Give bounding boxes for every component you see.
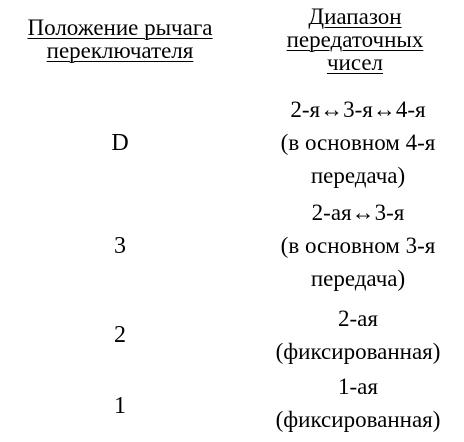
range-line-2: (фиксированная) — [275, 339, 441, 364]
range-line-2: (в основном 4-я — [280, 130, 436, 155]
position-value: D — [111, 130, 129, 156]
header-position-column — [0, 16, 240, 62]
header-position-line-1: Положение рычага — [27, 15, 213, 40]
table-row-3 — [0, 196, 464, 296]
range-line-3: передача) — [310, 163, 406, 188]
range-line-3: передача) — [310, 266, 406, 291]
header-range-line-1: Диапазон — [308, 4, 402, 29]
header-range-column — [246, 5, 464, 74]
range-line-1: 2-ая↔3-я — [311, 200, 405, 225]
range-line-2: (в основном 3-я — [280, 233, 436, 258]
header-range-line-2: передаточных — [286, 27, 424, 52]
table-row-2 — [0, 302, 464, 368]
range-line-1: 2-я↔3-я↔4-я — [290, 97, 426, 122]
table-row-d — [0, 93, 464, 193]
position-value: 2 — [114, 322, 126, 348]
table-row-1 — [0, 370, 464, 436]
range-line-1: 2-ая — [338, 306, 378, 331]
range-value — [252, 370, 464, 436]
header-position-line-2: переключателя — [46, 38, 194, 63]
range-line-2: (фиксированная) — [275, 407, 441, 432]
range-value — [252, 93, 464, 192]
range-value — [252, 302, 464, 368]
position-value: 1 — [114, 393, 126, 419]
range-line-1: 1-ая — [338, 374, 378, 399]
range-value — [252, 196, 464, 295]
header-range-line-3: чисел — [326, 50, 384, 75]
position-value: 3 — [114, 233, 126, 259]
